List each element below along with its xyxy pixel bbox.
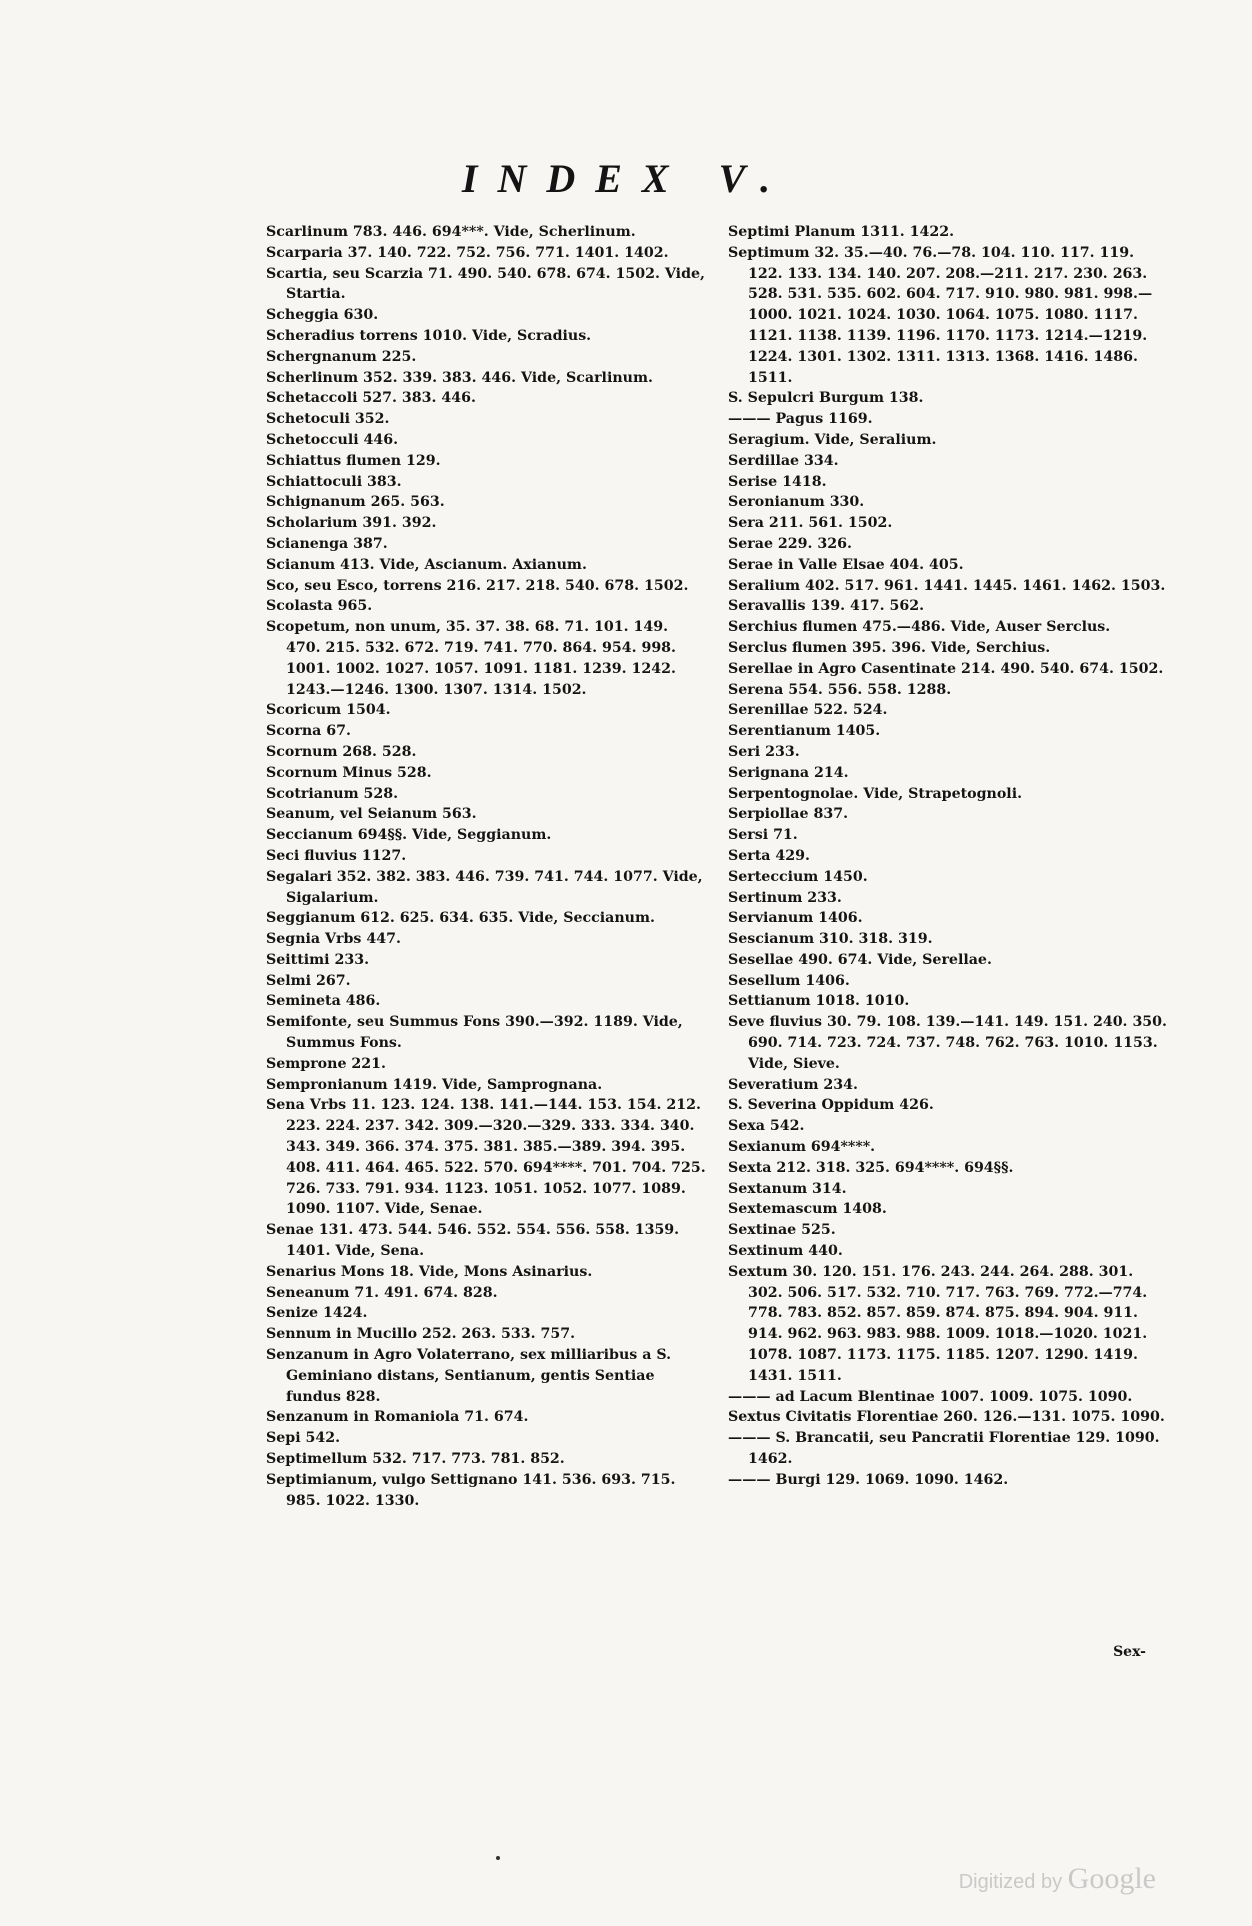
index-entry: Serellae in Agro Casentinate 214. 490. 540. 674. 1502. [728, 660, 1164, 677]
index-entry: Senize 1424. [266, 1305, 368, 1322]
index-entry: ——— Burgi 129. 1069. 1090. 1462. [728, 1471, 1009, 1488]
index-entry: Scarlinum 783. 446. 694***. Vide, Scherlinum. [266, 224, 636, 240]
index-column-right [728, 222, 1168, 1491]
index-entry: Sennum in Mucillo 252. 263. 533. 757. [266, 1326, 576, 1343]
index-entry: Seanum, vel Seianum 563. [266, 806, 477, 823]
index-entry: S. Severina Oppidum 426. [728, 1097, 934, 1114]
index-entry: Serena 554. 556. 558. 1288. [728, 681, 952, 698]
index-entry: Severatium 234. [728, 1076, 858, 1093]
index-entry: Seronianum 330. [728, 494, 865, 511]
index-entry: Serchius flumen 475.—486. Vide, Auser Serclus. [728, 619, 1111, 636]
index-entry: Sextinum 440. [728, 1243, 843, 1260]
index-entry: Settianum 1018. 1010. [728, 993, 910, 1010]
index-column-left [266, 222, 706, 1511]
index-entry: Sextemascum 1408. [728, 1201, 887, 1218]
index-entry: Seci fluvius 1127. [266, 847, 407, 864]
index-entry: Scianum 413. Vide, Ascianum. Axianum. [266, 556, 587, 573]
index-entry: Sersi 71. [728, 827, 798, 844]
index-entry: Senzanum in Romaniola 71. 674. [266, 1409, 529, 1426]
index-entry: Sera 211. 561. 1502. [728, 515, 893, 532]
index-entry: ——— Pagus 1169. [728, 411, 873, 428]
index-entry: Seragium. Vide, Seralium. [728, 431, 937, 448]
watermark-prefix: Digitized by [958, 1871, 1063, 1893]
index-entry: Scotrianum 528. [266, 785, 399, 802]
index-entry: Sepi 542. [266, 1430, 341, 1447]
index-entry: Schignanum 265. 563. [266, 494, 445, 511]
index-entry: Schiattus flumen 129. [266, 452, 441, 469]
page-title: INDEX V. [461, 156, 791, 201]
index-entry: Schergnanum 225. [266, 348, 417, 365]
index-entry: Scheradius torrens 1010. Vide, Scradius. [266, 327, 592, 344]
index-entry: Senae 131. 473. 544. 546. 552. 554. 556. 558. 1359. 1401. Vide, Sena. [266, 1222, 680, 1260]
index-entry: Sempronianum 1419. Vide, Samprognana. [266, 1076, 603, 1093]
watermark-brand: Google [1067, 1862, 1156, 1895]
index-entry: Seccianum 694§§. Vide, Seggianum. [266, 827, 552, 844]
index-entry: ——— ad Lacum Blentinae 1007. 1009. 1075. 1090. [728, 1388, 1133, 1405]
index-entry: Serenillae 522. 524. [728, 702, 888, 719]
index-entry: Serae 229. 326. [728, 535, 852, 552]
index-entry: Septimianum, vulgo Settignano 141. 536. 693. 715. 985. 1022. 1330. [266, 1471, 676, 1509]
index-entry: Serise 1418. [728, 473, 827, 490]
index-entry: Servianum 1406. [728, 910, 863, 927]
index-entry: Seralium 402. 517. 961. 1441. 1445. 1461. 1462. 1503. [728, 577, 1166, 594]
catchword: Sex- [1113, 1644, 1146, 1660]
index-entry: Segnia Vrbs 447. [266, 931, 401, 948]
index-entry: Schetaccoli 527. 383. 446. [266, 390, 476, 407]
index-entry: Seggianum 612. 625. 634. 635. Vide, Seccianum. [266, 910, 655, 927]
index-entry: Seittimi 233. [266, 951, 370, 968]
index-entry: Scornum 268. 528. [266, 743, 417, 760]
index-entry: Sextanum 314. [728, 1180, 847, 1197]
index-entry: Seneanum 71. 491. 674. 828. [266, 1284, 498, 1301]
index-entry: Serteccium 1450. [728, 868, 868, 885]
index-entry: Sextum 30. 120. 151. 176. 243. 244. 264. 288. 301. 302. 506. 517. 532. 710. 717. 763. 769. 772.—774. 778. 783. 852. 857. 859. 874. 875. 894. 904. 911. 914. 962. 963. 983. 988. 1009. 1018.—1020. 1021. 1078. 1087. 1173. 1175. 1185. 1207. 1290. 1419. 1431. 1511. [728, 1263, 1148, 1384]
index-entry: Septimi Planum 1311. 1422. [728, 224, 955, 240]
index-entry: Sesellae 490. 674. Vide, Serellae. [728, 951, 992, 968]
index-entry: Scianenga 387. [266, 535, 388, 552]
index-entry: S. Sepulcri Burgum 138. [728, 390, 924, 407]
index-entry: Serpentognolae. Vide, Strapetognoli. [728, 785, 1023, 802]
print-speck [496, 1856, 500, 1860]
index-entry: Scorna 67. [266, 723, 351, 740]
index-entry: Sertinum 233. [728, 889, 842, 906]
index-entry: Scornum Minus 528. [266, 764, 432, 781]
index-entry: Semprone 221. [266, 1055, 386, 1072]
index-entry: Serdillae 334. [728, 452, 839, 469]
index-entry: Sextinae 525. [728, 1222, 836, 1239]
index-entry: Scarparia 37. 140. 722. 752. 756. 771. 1401. 1402. [266, 244, 669, 261]
index-entry: Sescianum 310. 318. 319. [728, 931, 933, 948]
index-entry: ——— S. Brancatii, seu Pancratii Florentiae 129. 1090. 1462. [728, 1430, 1160, 1468]
index-entry: Serclus flumen 395. 396. Vide, Serchius. [728, 639, 1051, 656]
index-entry: Sena Vrbs 11. 123. 124. 138. 141.—144. 153. 154. 212. 223. 224. 237. 342. 309.—320.—329. 333. 334. 340. 343. 349. 366. 374. 375. 381. 385.—389. 394. 395. 408. 411. 464. 465. 522. 570. 694****. 701. 704. 725. 726. 733. 791. 934. 1123. 1051. 1052. 1077. 1089. 1090. 1107. Vide, Senae. [266, 1097, 706, 1218]
index-entry: Septimum 32. 35.—40. 76.—78. 104. 110. 117. 119. 122. 133. 134. 140. 207. 208.—211. 217. 230. 263. 528. 531. 535. 602. 604. 717. 910. 980. 981. 998.—1000. 1021. 1024. 1030. 1064. 1075. 1080. 1117. 1121. 1138. 1139. 1196. 1170. 1173. 1214.—1219. 1224. 1301. 1302. 1311. 1313. 1368. 1416. 1486. 1511. [728, 244, 1153, 386]
index-entry: Schetocculi 446. [266, 431, 399, 448]
index-entry: Scartia, seu Scarzia 71. 490. 540. 678. 674. 1502. Vide, Startia. [266, 265, 705, 303]
index-entry: Scoricum 1504. [266, 702, 391, 719]
index-entry: Sexianum 694****. [728, 1139, 876, 1156]
index-entry: Segalari 352. 382. 383. 446. 739. 741. 744. 1077. Vide, Sigalarium. [266, 868, 703, 906]
index-entry: Senzanum in Agro Volaterrano, sex milliaribus a S. Geminiano distans, Sentianum, gentis Sentiae fundus 828. [266, 1347, 672, 1405]
index-entry: Septimellum 532. 717. 773. 781. 852. [266, 1451, 565, 1468]
index-entry: Scheggia 630. [266, 307, 379, 324]
index-entry: Scolasta 965. [266, 598, 373, 615]
index-entry: Sexta 212. 318. 325. 694****. 694§§. [728, 1159, 1014, 1176]
index-entry: Seri 233. [728, 743, 800, 760]
index-entry: Serignana 214. [728, 764, 849, 781]
index-entry: Scherlinum 352. 339. 383. 446. Vide, Scarlinum. [266, 369, 653, 386]
index-entry: Sextus Civitatis Florentiae 260. 126.—131. 1075. 1090. [728, 1409, 1165, 1426]
watermark [959, 1862, 1156, 1896]
index-entry: Seravallis 139. 417. 562. [728, 598, 925, 615]
index-entry: Schiattoculi 383. [266, 473, 402, 490]
index-entry: Semineta 486. [266, 993, 381, 1010]
index-entry: Semifonte, seu Summus Fons 390.—392. 1189. Vide, Summus Fons. [266, 1014, 683, 1052]
index-entry: Scholarium 391. 392. [266, 515, 437, 532]
index-entry: Sexa 542. [728, 1118, 805, 1135]
index-entry: Sco, seu Esco, torrens 216. 217. 218. 540. 678. 1502. [266, 577, 689, 594]
index-entry: Senarius Mons 18. Vide, Mons Asinarius. [266, 1263, 593, 1280]
index-entry: Serta 429. [728, 847, 810, 864]
index-entry: Sesellum 1406. [728, 972, 850, 989]
index-entry: Scopetum, non unum, 35. 37. 38. 68. 71. 101. 149. 470. 215. 532. 672. 719. 741. 770. 864. 954. 998. 1001. 1002. 1027. 1057. 1091. 1181. 1239. 1242. 1243.—1246. 1300. 1307. 1314. 1502. [266, 619, 676, 698]
index-entry: Serentianum 1405. [728, 723, 881, 740]
index-entry: Seve fluvius 30. 79. 108. 139.—141. 149. 151. 240. 350. 690. 714. 723. 724. 737. 748. 762. 763. 1010. 1153. Vide, Sieve. [728, 1014, 1167, 1072]
index-entry: Selmi 267. [266, 972, 351, 989]
index-entry: Serpiollae 837. [728, 806, 849, 823]
index-entry: Schetoculi 352. [266, 411, 390, 428]
index-entry: Serae in Valle Elsae 404. 405. [728, 556, 964, 573]
